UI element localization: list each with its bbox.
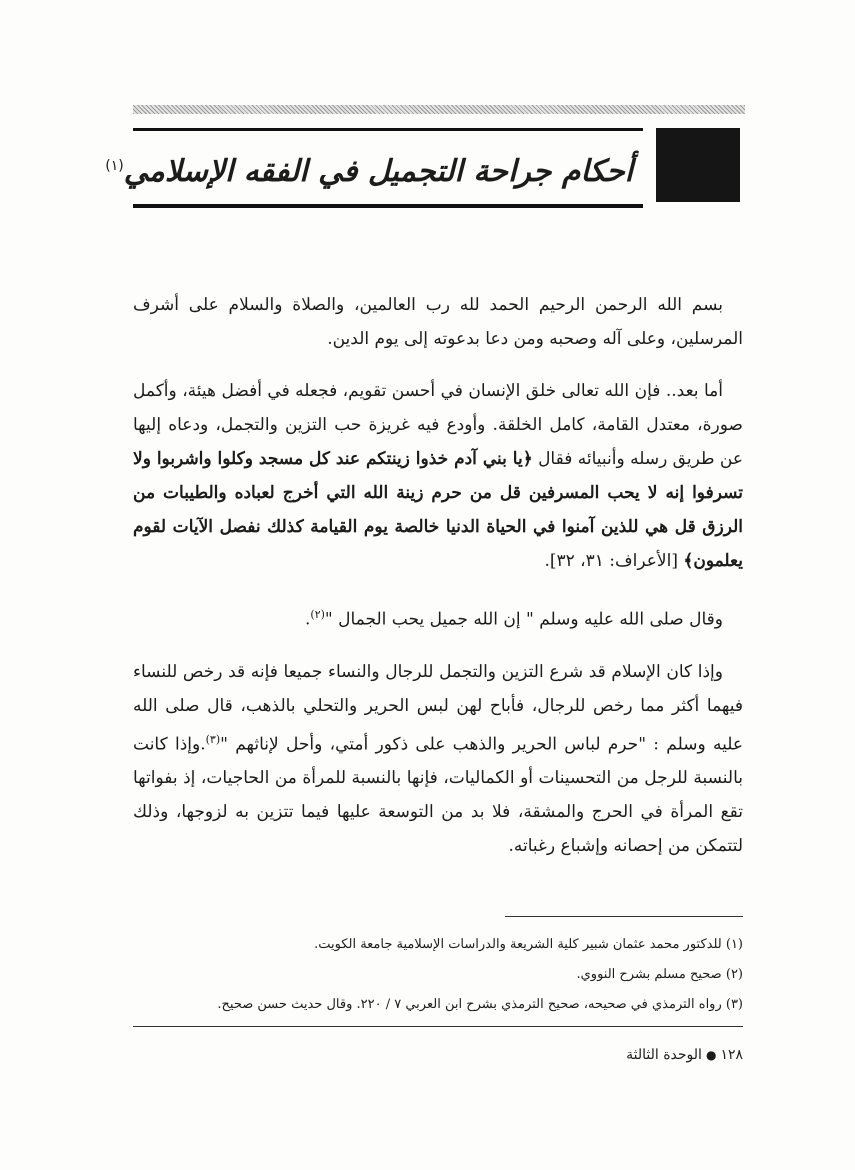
paragraph-ruling [133, 655, 743, 864]
hadith-end: . [305, 609, 311, 630]
unit-name: الوحدة الثالثة [626, 1047, 702, 1063]
quran-verse: ﴿يا بني آدم خذوا زينتكم عند كل مسجد وكلوا واشربوا ولا تسرفوا إنه لا يحب المسرفين قل من حرم زينة الله التي أخرج لعباده والطيبات من الرزق قل هي للذين آمنوا في الحياة الدنيا خالصة يوم القيامة كذلك نفصل الآيات لقوم يعلمون﴾ [133, 449, 743, 571]
ruling-text-a: وإذا كان الإسلام قد شرع التزين والتجمل للرجال والنساء جميعا فإنه قد رخص للنساء فيهما أكثر مما رخص للرجال، فأباح لهن لبس الحرير والتحلي بالذهب، قال صلى الله عليه وسلم : "حرم لباس الحرير والذهب على ذكور أمتي، وأحل لإناثهم " [133, 661, 743, 755]
header-rule-bottom [133, 204, 643, 208]
ruling-text-b: .وإذا كانت بالنسبة للرجل من التحسينات أو الكماليات، فإنها بالنسبة للمرأة من الحاجيات، إذ بفواتها تقع المرأة في الحرج والمشقة، فلا بد من التوسعة عليها فيما تتزين به لزوجها، وذلك لتتمكن من إحصانه وإشباع رغباته. [133, 734, 743, 857]
footnote-3: (٣) رواه الترمذي في صحيحه، صحيح الترمذي بشرح ابن العربي ٧ / ٢٢٠. وقال حديث حسن صحيح. [217, 997, 743, 1012]
footnote-2: (٢) صحيح مسلم بشرح النووي. [576, 967, 743, 982]
paragraph-basmala: بسم الله الرحمن الرحيم الحمد لله رب العالمين، والصلاة والسلام على أشرف المرسلين، وعلى آله وصحبه ومن دعا بدعوته إلى يوم الدين. [133, 295, 743, 349]
page-footer [500, 1045, 743, 1065]
header-rule-top [133, 128, 643, 131]
paragraph-hadith [133, 598, 743, 637]
page-number: ١٢٨ [720, 1047, 743, 1063]
header-black-block [656, 128, 740, 202]
verse-reference: [الأعراف: ٣١، ٣٢]. [544, 551, 684, 571]
header-hatch-bar [133, 105, 745, 114]
hadith-text: وقال صلى الله عليه وسلم " إن الله جميل يحب الجمال " [324, 609, 723, 630]
footnote-rule [505, 916, 743, 917]
title-footnote-ref: (١) [105, 158, 124, 174]
footnotes [133, 930, 743, 1020]
footnote-1: (١) للدكتور محمد عثمان شبير كلية الشريعة والدراسات الإسلامية جامعة الكويت. [314, 937, 743, 952]
bullet-icon: ● [705, 1048, 717, 1062]
page-title-text: أحكام جراحة التجميل في الفقه الإسلامي [123, 154, 633, 189]
paragraph-intro [133, 374, 743, 578]
hadith-footnote-ref: (٢) [310, 608, 325, 621]
footer-rule [133, 1026, 743, 1027]
intro-text: أما بعد.. فإن الله تعالى خلق الإنسان في أحسن تقويم، فجعله في أفضل هيئة، وأكمل صورة، معتدل القامة، كامل الخلقة. وأودع فيه غريزة حب التزين والتجمل، ودعاه إليها عن طريق رسله وأنبيائه فقال [133, 381, 743, 469]
article-body [133, 288, 743, 883]
page-title [105, 138, 633, 194]
ruling-footnote-ref: (٣) [205, 732, 221, 746]
